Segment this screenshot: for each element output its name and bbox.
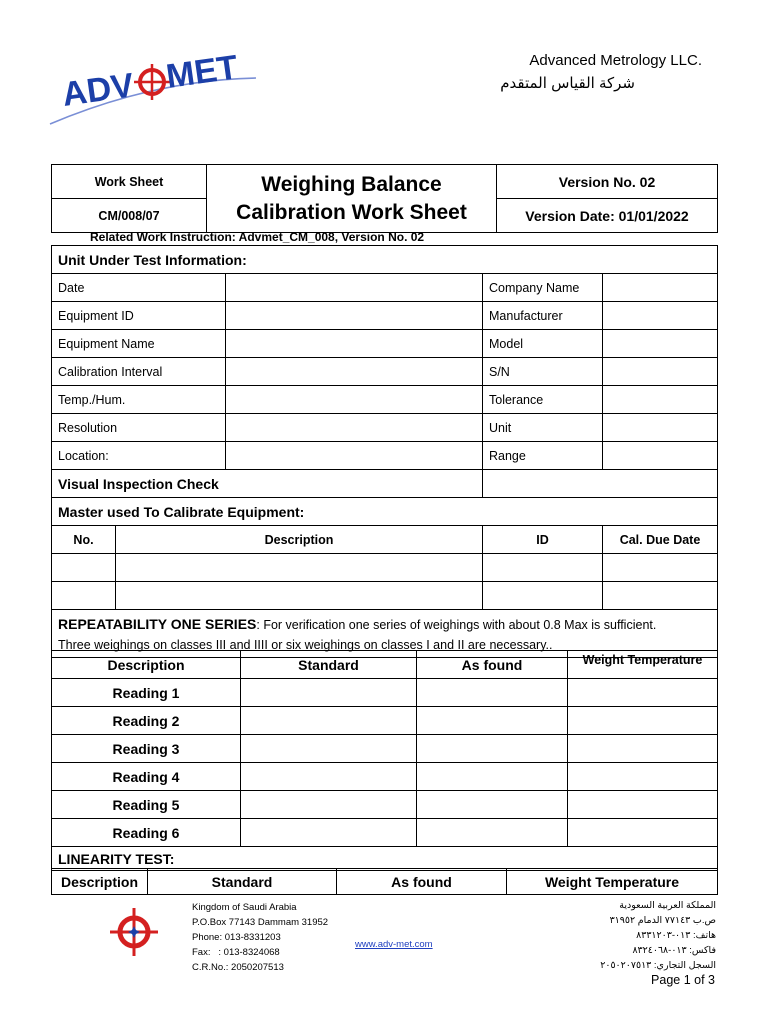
- master-due-date-cell[interactable]: [603, 554, 718, 582]
- column-header-id: ID: [483, 526, 603, 554]
- standard-cell[interactable]: [241, 735, 417, 763]
- title-line-2: Calibration Work Sheet: [236, 200, 467, 224]
- visual-inspection-value[interactable]: [483, 470, 718, 498]
- address-line-arabic: المملكة العربية السعودية: [619, 900, 716, 911]
- field-value-unit[interactable]: [603, 414, 718, 442]
- column-header-cal-due-date: Cal. Due Date: [603, 526, 718, 554]
- field-label: Date: [52, 274, 226, 302]
- address-line-arabic: هاتف: ٠١٣-٨٣٣١٢٠٣: [636, 930, 716, 941]
- unit-under-test-table: [51, 245, 718, 658]
- page-number: Page 1 of 3: [651, 973, 715, 987]
- field-label: Equipment Name: [52, 330, 226, 358]
- repeatability-text-line2: Three weighings on classes III and IIII or six weighings on classes I and II are necessary..: [58, 638, 553, 652]
- table-row: [52, 386, 718, 414]
- field-value-equipment-id[interactable]: [226, 302, 483, 330]
- field-value-date[interactable]: [226, 274, 483, 302]
- crosshair-logo-icon: [106, 904, 162, 960]
- table-row: [52, 763, 718, 791]
- company-name-english: Advanced Metrology LLC.: [529, 52, 702, 69]
- field-value-model[interactable]: [603, 330, 718, 358]
- table-row: [52, 330, 718, 358]
- linearity-heading: LINEARITY TEST:: [52, 847, 718, 871]
- master-heading: Master used To Calibrate Equipment:: [52, 498, 718, 526]
- repeatability-table: [51, 650, 718, 871]
- standard-cell[interactable]: [241, 791, 417, 819]
- field-value-range[interactable]: [603, 442, 718, 470]
- weight-temperature-cell[interactable]: [568, 791, 718, 819]
- address-line-arabic: السجل التجاري: ٢٠٥٠٢٠٧٥١٣: [600, 960, 716, 971]
- table-row: [52, 358, 718, 386]
- reading-label: Reading 2: [52, 707, 241, 735]
- column-header-description: Description: [52, 651, 241, 679]
- as-found-cell[interactable]: [417, 707, 568, 735]
- field-value-serial-number[interactable]: [603, 358, 718, 386]
- column-header-standard: Standard: [241, 651, 417, 679]
- column-header-no: No.: [52, 526, 116, 554]
- as-found-cell[interactable]: [417, 679, 568, 707]
- master-header-row: [52, 526, 718, 554]
- address-line: P.O.Box 77143 Dammam 31952: [192, 917, 329, 928]
- weight-temperature-cell[interactable]: [568, 763, 718, 791]
- table-row: [52, 274, 718, 302]
- master-due-date-cell[interactable]: [603, 582, 718, 610]
- weight-temperature-cell[interactable]: [568, 819, 718, 847]
- field-label: Location:: [52, 442, 226, 470]
- field-value-resolution[interactable]: [226, 414, 483, 442]
- linearity-header-row: [52, 869, 718, 895]
- field-label: Resolution: [52, 414, 226, 442]
- title-line-1: Weighing Balance: [261, 172, 442, 196]
- reading-label: Reading 5: [52, 791, 241, 819]
- field-label: Temp./Hum.: [52, 386, 226, 414]
- field-label: Tolerance: [483, 386, 603, 414]
- column-header-standard: Standard: [148, 869, 337, 895]
- column-header-weight-temperature: Weight Temperature: [507, 869, 718, 895]
- svg-text:MET: MET: [163, 48, 241, 96]
- document-code: CM/008/07: [52, 199, 207, 233]
- address-line: Kingdom of Saudi Arabia: [192, 902, 297, 913]
- master-no-cell[interactable]: [52, 582, 116, 610]
- related-work-instruction: Related Work Instruction: Advmet_CM_008, Version No. 02: [90, 230, 425, 244]
- as-found-cell[interactable]: [417, 735, 568, 763]
- repeatability-header-row: [52, 651, 718, 679]
- as-found-cell[interactable]: [417, 791, 568, 819]
- svg-text:ADV: ADV: [59, 66, 137, 114]
- master-description-cell[interactable]: [116, 554, 483, 582]
- website-link[interactable]: www.adv-met.com: [355, 939, 433, 950]
- field-label: Calibration Interval: [52, 358, 226, 386]
- standard-cell[interactable]: [241, 763, 417, 791]
- table-row: [52, 442, 718, 470]
- field-label: S/N: [483, 358, 603, 386]
- field-value-equipment-name[interactable]: [226, 330, 483, 358]
- footer-address-arabic: [560, 898, 716, 973]
- column-header-description: Description: [116, 526, 483, 554]
- field-value-manufacturer[interactable]: [603, 302, 718, 330]
- field-value-calibration-interval[interactable]: [226, 358, 483, 386]
- linearity-table: [51, 868, 718, 895]
- version-number: Version No. 02: [497, 165, 718, 199]
- master-description-cell[interactable]: [116, 582, 483, 610]
- weight-temperature-cell[interactable]: [568, 707, 718, 735]
- field-label: Model: [483, 330, 603, 358]
- table-row: [52, 414, 718, 442]
- standard-cell[interactable]: [241, 707, 417, 735]
- weight-temperature-cell[interactable]: [568, 679, 718, 707]
- master-no-cell[interactable]: [52, 554, 116, 582]
- master-id-cell[interactable]: [483, 582, 603, 610]
- advmet-logo: [44, 40, 264, 132]
- column-header-as-found: As found: [337, 869, 507, 895]
- address-line: Phone: 013-8331203: [192, 932, 281, 943]
- footer-address: [192, 900, 328, 975]
- field-value-company-name[interactable]: [603, 274, 718, 302]
- table-row: [52, 554, 718, 582]
- table-row: [52, 582, 718, 610]
- repeatability-heading: REPEATABILITY ONE SERIES: [58, 616, 257, 632]
- table-row: [52, 735, 718, 763]
- address-line: Fax: : 013-8324068: [192, 947, 280, 958]
- column-header-description: Description: [52, 869, 148, 895]
- document-title: [207, 165, 497, 233]
- repeatability-text: : For verification one series of weighings with about 0.8 Max is sufficient.: [256, 618, 657, 632]
- title-block: [51, 164, 718, 233]
- table-row: [52, 679, 718, 707]
- field-label: Company Name: [483, 274, 603, 302]
- field-label: Manufacturer: [483, 302, 603, 330]
- table-row: [52, 302, 718, 330]
- as-found-cell[interactable]: [417, 763, 568, 791]
- field-value-temp-hum[interactable]: [226, 386, 483, 414]
- field-label: Unit: [483, 414, 603, 442]
- master-id-cell[interactable]: [483, 554, 603, 582]
- work-sheet-label: Work Sheet: [52, 165, 207, 199]
- field-value-location[interactable]: [226, 442, 483, 470]
- address-line: C.R.No.: 2050207513: [192, 962, 284, 973]
- field-label: Equipment ID: [52, 302, 226, 330]
- standard-cell[interactable]: [241, 679, 417, 707]
- company-name-arabic: شركة القياس المتقدم: [500, 75, 635, 92]
- uut-heading: Unit Under Test Information:: [52, 246, 718, 274]
- column-header-weight-temperature: Weight Temperature: [568, 651, 718, 679]
- visual-inspection-label: Visual Inspection Check: [52, 470, 483, 498]
- table-row: [52, 819, 718, 847]
- table-row: [52, 791, 718, 819]
- column-header-as-found: As found: [417, 651, 568, 679]
- weight-temperature-cell[interactable]: [568, 735, 718, 763]
- standard-cell[interactable]: [241, 819, 417, 847]
- reading-label: Reading 4: [52, 763, 241, 791]
- address-line-arabic: فاكس: ٠١٣-٨٣٢٤٠٦٨: [632, 945, 716, 956]
- field-value-tolerance[interactable]: [603, 386, 718, 414]
- version-date: Version Date: 01/01/2022: [497, 199, 718, 233]
- as-found-cell[interactable]: [417, 819, 568, 847]
- reading-label: Reading 3: [52, 735, 241, 763]
- reading-label: Reading 6: [52, 819, 241, 847]
- address-line-arabic: ص.ب ٧٧١٤٣ الدمام ٣١٩٥٢: [609, 915, 716, 926]
- field-label: Range: [483, 442, 603, 470]
- reading-label: Reading 1: [52, 679, 241, 707]
- table-row: [52, 707, 718, 735]
